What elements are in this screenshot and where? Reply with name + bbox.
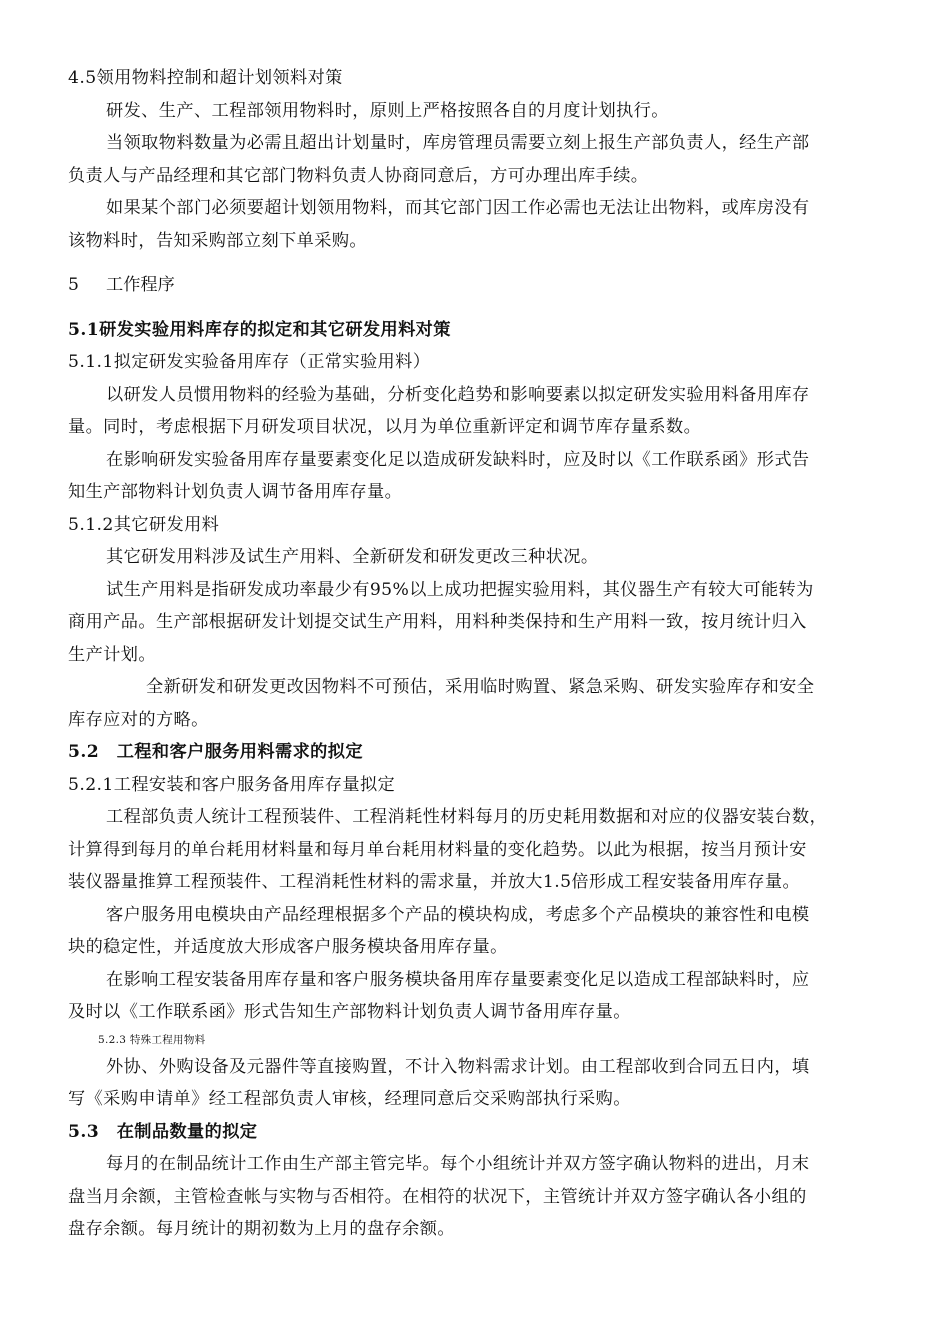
paragraph-line: 知生产部物料计划负责人调节备用库存量。 [68,482,403,502]
section-5-1-heading: 5.1研发实验用料库存的拟定和其它研发用料对策 [68,319,451,340]
section-5-1-2-heading: 5.1.2其它研发用料 [68,514,220,535]
paragraph-line: 全新研发和研发更改因物料不可预估，采用临时购置、紧急采购、研发实验库存和安全 [146,677,815,697]
paragraph-line: 在影响工程安装备用库存量和客户服务模块备用库存量要素变化足以造成工程部缺料时，应 [106,969,810,990]
paragraph-line: 该物料时，告知采购部立刻下单采购。 [68,230,367,251]
section-5-1-1-heading: 5.1.1拟定研发实验备用库存（正常实验用料） [68,352,431,372]
paragraph-line: 计算得到每月的单台耗用材料量和每月单台耗用材料量的变化趋势。以此为根据，按当月预计安 [68,839,807,860]
paragraph-line: 在影响研发实验备用库存量要素变化足以造成研发缺料时，应及时以《工作联系函》形式告 [106,449,810,470]
section-5-2-1-heading: 5.2.1工程安装和客户服务备用库存量拟定 [68,774,396,795]
paragraph-line: 以研发人员惯用物料的经验为基础，分析变化趋势和影响要素以拟定研发实验用料备用库存 [106,384,810,405]
paragraph-line: 商用产品。生产部根据研发计划提交试生产用料，用料种类保持和生产用料一致，按月统计归入 [68,612,807,632]
paragraph-line: 生产计划。 [68,644,156,665]
paragraph-line: 如果某个部门必须要超计划领用物料，而其它部门因工作必需也无法让出物料，或库房没有 [106,198,810,218]
paragraph: 研发、生产、工程部领用物料时，原则上严格按照各自的月度计划执行。 [106,100,669,121]
paragraph-line: 块的稳定性，并适度放大形成客户服务模块备用库存量。 [68,937,508,957]
document-page [68,62,878,1246]
paragraph-line: 装仪器量推算工程预装件、工程消耗性材料的需求量，并放大1.5倍形成工程安装备用库存量。 [68,872,801,892]
paragraph-line: 客户服务用电模块由产品经理根据多个产品的模块构成，考虑多个产品模块的兼容性和电模 [106,904,810,925]
paragraph-line: 盘存余额。每月统计的期初数为上月的盘存余额。 [68,1219,455,1239]
paragraph-line: 库存应对的方略。 [68,709,209,730]
chapter-title: 工作程序 [106,275,175,295]
paragraph-line: 工程部负责人统计工程预装件、工程消耗性材料每月的历史耗用数据和对应的仪器安装台数， [106,807,828,827]
section-5-2-heading: 5.2 工程和客户服务用料需求的拟定 [68,742,363,762]
paragraph-line: 外协、外购设备及元器件等直接购置，不计入物料需求计划。由工程部收到合同五日内，填 [106,1056,810,1077]
chapter-number: 5 [68,275,79,295]
paragraph-line: 量。同时，考虑根据下月研发项目状况，以月为单位重新评定和调节库存量系数。 [68,417,702,437]
paragraph-line: 每月的在制品统计工作由生产部主管完毕。每个小组统计并双方签字确认物料的进出，月末 [106,1154,810,1174]
chapter-5-heading [68,269,878,302]
paragraph-line: 写《采购申请单》经工程部负责人审核，经理同意后交采购部执行采购。 [68,1089,631,1109]
section-4-5-heading: 4.5领用物料控制和超计划领料对策 [68,68,343,88]
paragraph-line: 负责人与产品经理和其它部门物料负责人协商同意后，方可办理出库手续。 [68,165,649,186]
section-5-2-3-heading: 5.2.3 特殊工程用物料 [98,1033,206,1046]
paragraph: 其它研发用料涉及试生产用料、全新研发和研发更改三种状况。 [106,547,599,567]
section-5-3-heading: 5.3 在制品数量的拟定 [68,1121,258,1142]
paragraph-line: 及时以《工作联系函》形式告知生产部物料计划负责人调节备用库存量。 [68,1002,631,1022]
paragraph-line: 当领取物料数量为必需且超出计划量时，库房管理员需要立刻上报生产部负责人，经生产部 [106,133,810,153]
paragraph-line: 盘当月余额，主管检查帐与实物与否相符。在相符的状况下，主管统计并双方签字确认各小组的 [68,1186,807,1207]
paragraph-line: 试生产用料是指研发成功率最少有95%以上成功把握实验用料，其仪器生产有较大可能转为 [106,579,814,600]
